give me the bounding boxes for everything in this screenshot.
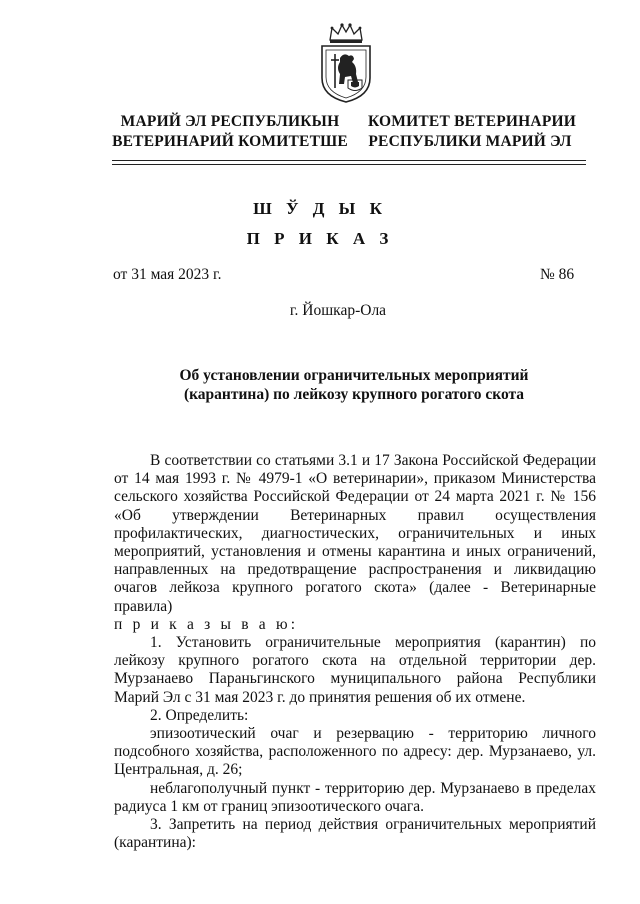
issuer-name-mari: [110, 112, 350, 152]
document-title-line-1: Об установлении ограничительных мероприятий: [179, 367, 529, 384]
issuer-name-russian-line-2: РЕСПУБЛИКИ МАРИЙ ЭЛ: [368, 133, 572, 150]
order-item-2: 2. Определить:: [150, 706, 249, 724]
document-type-mari: Ш Ў Д Ы К: [253, 199, 387, 218]
document-type-russian: П Р И К А З: [246, 229, 394, 248]
document-body: [114, 452, 596, 852]
document-title: [0, 366, 640, 404]
preamble-paragraph: В соответствии со статьями 3.1 и 17 Закона Российской Федерации от 14 мая 1993 г. № 4979-1 «О ветеринарии», приказом Министерства сельского хозяйства Российской Федерации от 24 марта 2021 г. № 156 «Об утверждении Ветеринарных правил осуществления профилактических, диагностических, ограничительных и иных мероприятий, установления и отмены карантина и иных ограничений, направленных на предотвращение распространения и ликвидацию очагов лейкоза крупного рогатого скота» (далее - Ветеринарные правила): [114, 452, 596, 615]
document-number: № 86: [540, 266, 575, 283]
issuer-name-russian: [368, 112, 576, 152]
order-item-3: 3. Запретить на период действия ограничительных мероприятий (карантина):: [114, 816, 596, 852]
order-item-2-focus: эпизоотический очаг и резервацию - территорию личного подсобного хозяйства, расположенного по адресу: дер. Мурзанаево, ул. Центральная, д. 26;: [114, 725, 596, 779]
order-item-1: 1. Установить ограничительные мероприятия (карантин) по лейкозу крупного рогатого скота на отдельной территории дер. Мурзанаево Параньгинского муниципального района Республики Марий Эл с 31 мая 2023 г. до принятия решения об их отмене.: [114, 634, 596, 706]
issuer-name-russian-line-1: КОМИТЕТ ВЕТЕРИНАРИИ: [368, 113, 576, 130]
order-word: п р и к а з ы в а ю:: [114, 615, 299, 633]
document-city: г. Йошкар-Ола: [289, 302, 387, 319]
order-item-2-unsafe-point: неблагополучный пункт - территорию дер. Мурзанаево в пределах радиуса 1 км от границ эпизоотического очага.: [114, 779, 596, 815]
document-date: от 31 мая 2023 г.: [113, 266, 222, 283]
document-title-line-2: (карантина) по лейкозу крупного рогатого скота: [183, 386, 525, 403]
coat-of-arms-emblem: [318, 22, 374, 104]
header-divider-thick: [112, 160, 586, 161]
issuer-name-mari-line-1: МАРИЙ ЭЛ РЕСПУБЛИКЫН: [120, 113, 340, 130]
header-divider-thin: [112, 164, 586, 165]
issuer-name-mari-line-2: ВЕТЕРИНАРИЙ КОМИТЕТШЕ: [112, 133, 348, 150]
